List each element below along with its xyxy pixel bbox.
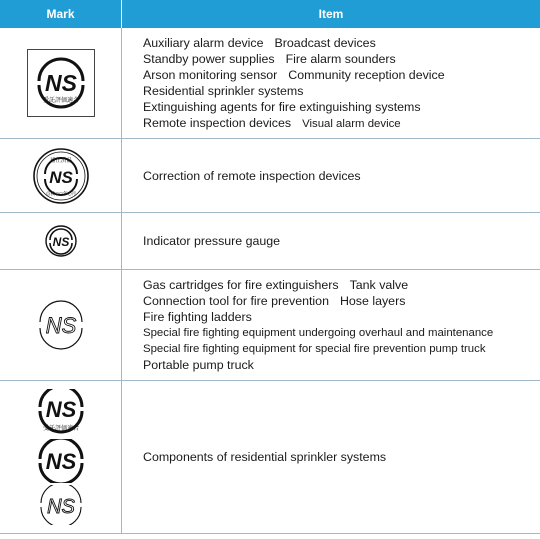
item-line: Standby power supplies Fire alarm sounders — [143, 51, 396, 66]
item-line: Extinguishing agents for fire extinguishing systems — [143, 99, 421, 114]
item-line: Special fire fighting equipment undergoing overhaul and maintenance — [143, 327, 494, 339]
column-header-item: Item — [122, 0, 540, 28]
ns-mark-with-caption-icon — [31, 389, 91, 435]
mark-cell — [0, 381, 122, 533]
svg-text:NS: NS — [45, 313, 76, 338]
ns-mark-boxed-icon — [27, 49, 95, 117]
svg-text:NS: NS — [52, 235, 69, 249]
item-line: Fire fighting ladders — [143, 310, 252, 324]
svg-text:NS: NS — [45, 397, 76, 422]
ns-solid-mark-icon — [31, 439, 91, 483]
svg-text:NS: NS — [44, 70, 77, 96]
table-row — [0, 270, 540, 381]
item-cell — [143, 28, 536, 138]
item-line: Remote inspection devices Visual alarm device — [143, 115, 401, 130]
ns-correction-seal-icon — [31, 146, 91, 206]
item-line: Arson monitoring sensor Community reception device — [143, 67, 445, 82]
item-line: Connection tool for fire prevention Hose layers — [143, 294, 406, 308]
item-cell — [143, 270, 536, 380]
item-line: Special fire fighting equipment for special fire prevention pump truck — [143, 343, 486, 355]
svg-text:NS: NS — [48, 167, 73, 187]
mark-cell — [0, 213, 122, 269]
svg-text:受託評価適合: 受託評価適合 — [42, 97, 79, 104]
svg-text:NS: NS — [45, 449, 76, 474]
item-line: Portable pump truck — [143, 358, 254, 372]
item-line: Components of residential sprinkler systems — [143, 450, 387, 464]
item-line: Auxiliary alarm device Broadcast devices — [143, 35, 376, 50]
ns-outline-mark-icon — [32, 300, 90, 350]
ns-gauge-mark-icon — [44, 224, 78, 258]
item-line: Indicator pressure gauge — [143, 234, 281, 248]
table-row — [0, 213, 540, 270]
item-cell — [143, 213, 536, 269]
table-row — [0, 139, 540, 213]
svg-text:受託評価適合: 受託評価適合 — [42, 425, 79, 432]
item-line: Residential sprinkler systems — [143, 83, 304, 98]
item-line: Correction of remote inspection devices — [143, 168, 361, 183]
mark-cell — [0, 139, 122, 212]
svg-text:補正済品: 補正済品 — [49, 157, 72, 164]
column-header-mark: Mark — [0, 0, 121, 28]
mark-cell — [0, 270, 122, 380]
ns-outline-mark-small-icon — [33, 485, 89, 525]
table-row — [0, 28, 540, 139]
svg-text:NS: NS — [46, 496, 75, 518]
table-row — [0, 381, 540, 534]
mark-cell — [0, 28, 122, 138]
svg-text:点検○○年○月: 点検○○年○月 — [45, 191, 76, 197]
item-line: Gas cartridges for fire extinguishers Tank valve — [143, 278, 409, 292]
item-cell — [143, 139, 536, 212]
item-cell — [143, 381, 536, 533]
